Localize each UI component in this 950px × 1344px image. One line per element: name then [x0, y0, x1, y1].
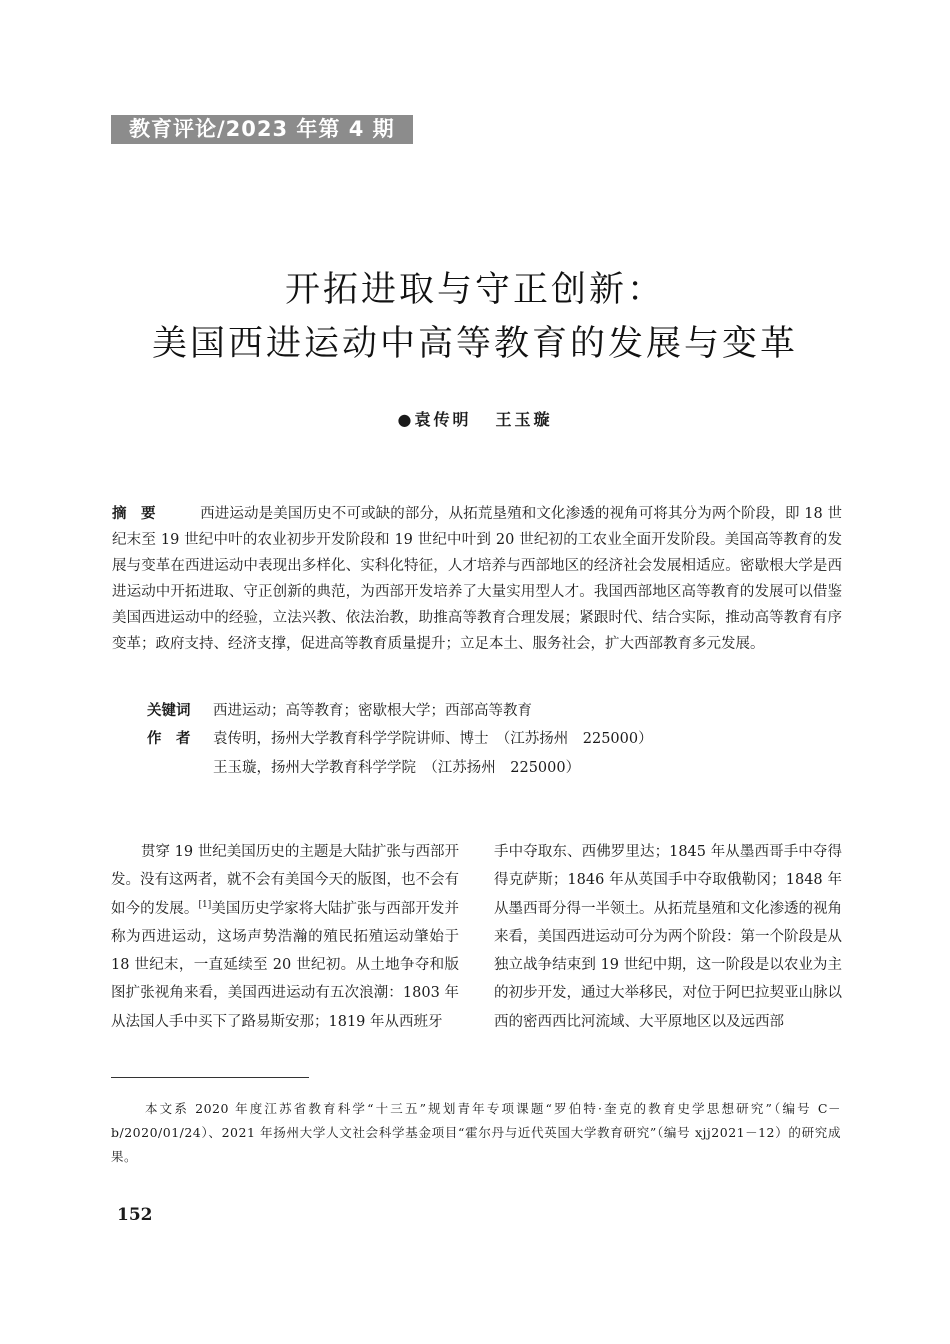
author-line: [0, 407, 950, 430]
body-column-left: [111, 838, 459, 1036]
author-info-row: [147, 726, 653, 752]
body-right-text: 手中夺取东、西佛罗里达；1845 年从墨西哥手中夺得得克萨斯；1846 年从英国手中夺取俄勒冈；1848 年从墨西哥分得一半领土。从拓荒垦殖和文化渗透的视角来看，美国西进运动可分为两个阶段：第一个阶段是从独立战争结束到 19 世纪中期，这一阶段是以农业为主的初步开发，通过大举移民，对位于阿巴拉契亚山脉以西的密西西比河流域、大平原地区以及远西部: [494, 844, 842, 1030]
article-title-line2: 美国西进运动中高等教育的发展与变革: [151, 324, 798, 364]
abstract-text: 西进运动是美国历史不可或缺的部分，从拓荒垦殖和文化渗透的视角可将其分为两个阶段，即 18 世纪末至 19 世纪中叶的农业初步开发阶段和 19 世纪中叶到 20 世纪初的工农业全面开发阶段。美国高等教育的发展与变革在西进运动中表现出多样化、实科化特征，人才培养与西部地区的经济社会发展相适应。密歇根大学是西进运动中开拓进取、守正创新的典范，为西部开发培养了大量实用型人才。我国西部地区高等教育的发展可以借鉴美国西进运动中的经验，立法兴教、依法治教，助推高等教育合理发展；紧跟时代、结合实际，推动高等教育有序变革；政府支持、经济支撑，促进高等教育质量提升；立足本土、服务社会，扩大西部教育多元发展。: [112, 506, 842, 652]
author-info-label: 作 者: [147, 731, 191, 747]
author-name-2: 王玉璇: [495, 410, 553, 429]
article-title-line1: 开拓进取与守正创新：: [284, 270, 665, 310]
page-number: 152: [117, 1205, 153, 1225]
author-name-1: 袁传明: [414, 410, 472, 429]
abstract-label: 摘 要: [112, 506, 156, 522]
footnote-divider: [111, 1077, 309, 1078]
footnote: [111, 1097, 841, 1169]
body-left-text-1: 贯穿 19 世纪美国历史的主题是大陆扩张与西部开发。没有这两者，就不会有美国今天的版图，也不会有如今的发展。: [111, 844, 459, 917]
body-column-right: [494, 838, 842, 1036]
keywords-text: 西进运动；高等教育；密歇根大学；西部高等教育: [213, 703, 532, 719]
abstract-block: [112, 501, 842, 657]
author-info-line1: 袁传明，扬州大学教育科学学院讲师、博士 （江苏扬州 225000）: [213, 731, 653, 747]
body-left-text-2: 美国历史学家将大陆扩张与西部开发并称为西进运动，这场声势浩瀚的殖民拓殖运动肇始于 18 世纪末，一直延续至 20 世纪初。从土地争夺和版图扩张视角来看，美国西进运动有五次浪潮：1803 年从法国人手中买下了路易斯安那；1819 年从西班牙: [111, 900, 460, 1030]
footnote-text: 本文系 2020 年度江苏省教育科学“十三五”规划青年专项课题“罗伯特·奎克的教育史学思想研究”（编号 C－b/2020/01/24）、2021 年扬州大学人文社会科学基金项目“霍尔丹与近代英国大学教育研究”（编号 xjj2021－12）的研究成果。: [111, 1101, 841, 1164]
journal-header: 教育评论/2023 年第 4 期: [111, 115, 413, 144]
bullet-icon: ●: [397, 410, 415, 429]
keywords-row: [147, 698, 532, 724]
author-info-line2: 王玉璇，扬州大学教育科学学院 （江苏扬州 225000）: [213, 760, 581, 776]
keywords-label: 关键词: [147, 703, 191, 719]
citation-ref: [1]: [198, 899, 212, 910]
